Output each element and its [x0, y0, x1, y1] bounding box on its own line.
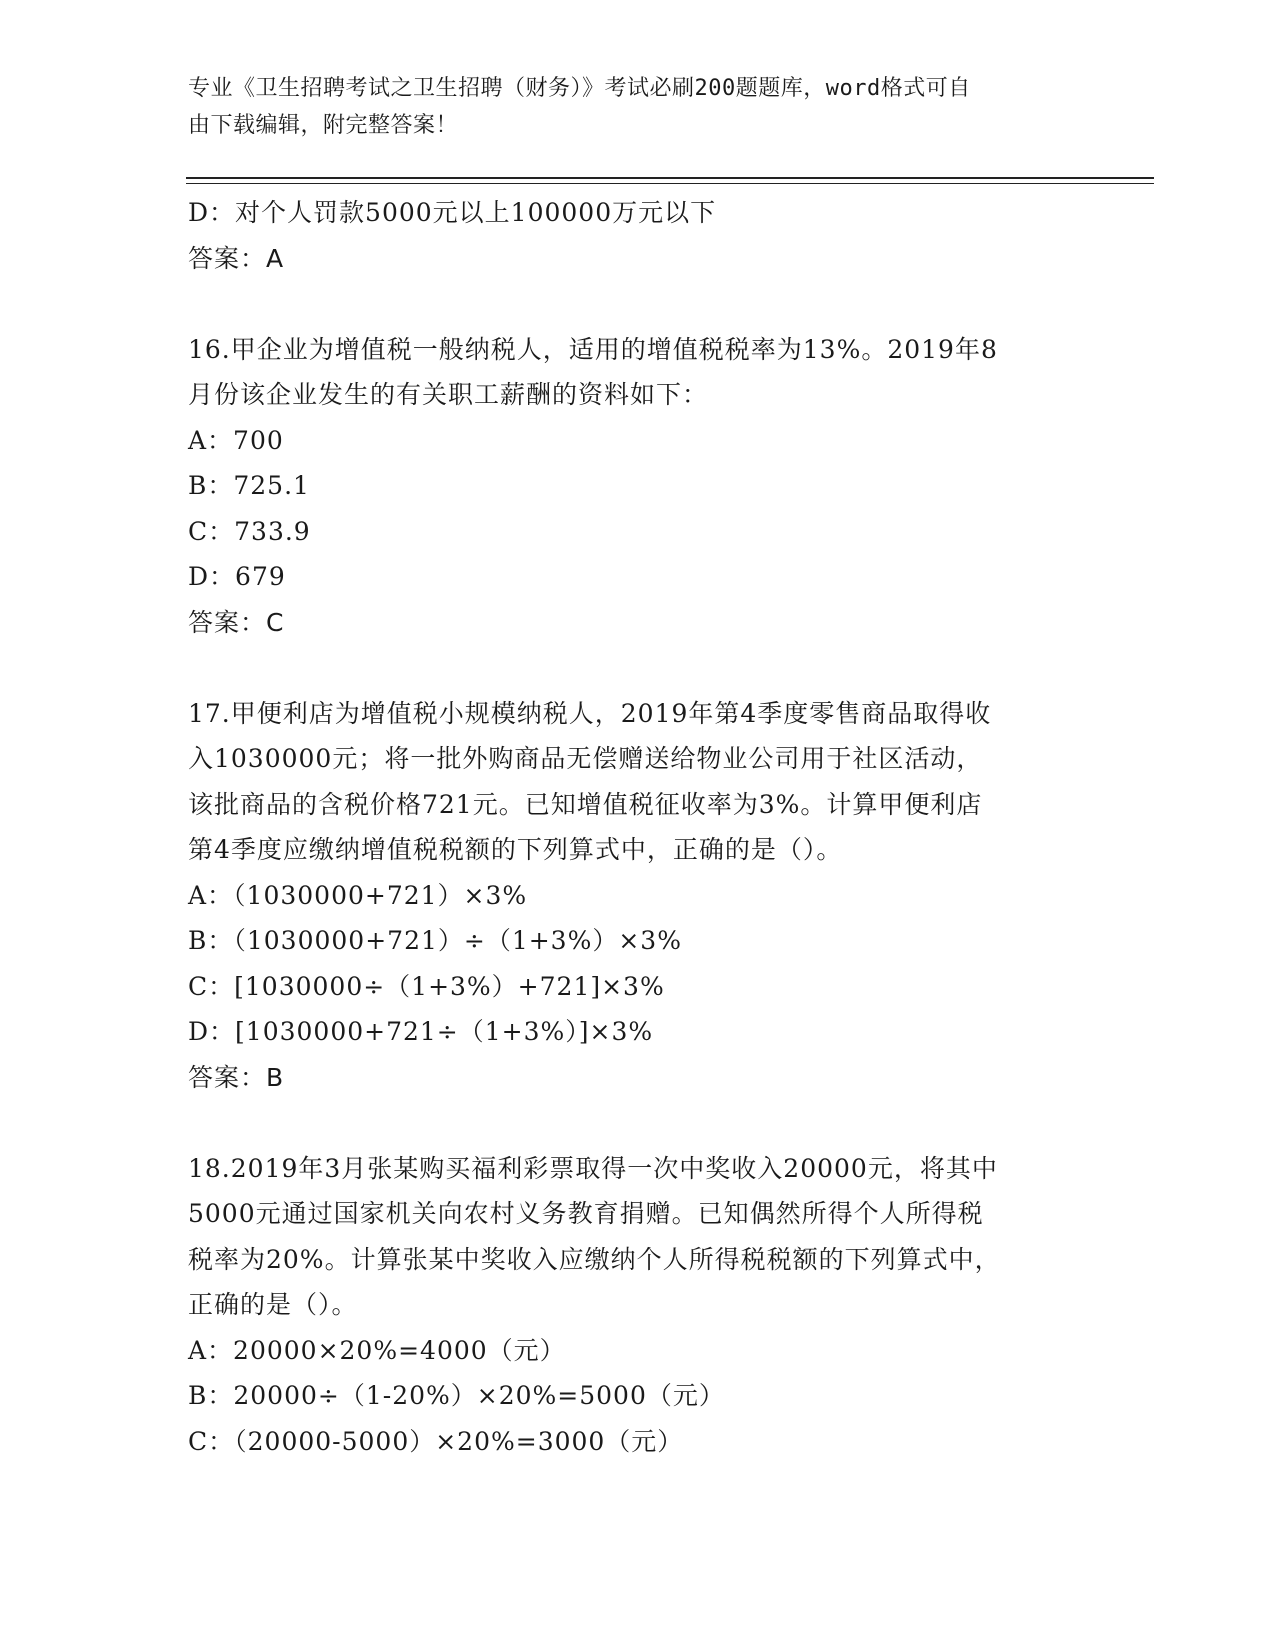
question-stem: 5000元通过国家机关向农村义务教育捐赠。已知偶然所得个人所得税: [188, 1199, 984, 1228]
header-line: 专业《卫生招聘考试之卫生招聘（财务）》考试必刷200题题库，word格式可自: [188, 76, 971, 101]
answer: 答案：C: [188, 607, 285, 637]
answer: 答案：A: [188, 243, 285, 273]
question-stem: 入1030000元；将一批外购商品无偿赠送给物业公司用于社区活动，: [188, 744, 983, 773]
option-a: A：（1030000+721）×3%: [188, 880, 528, 910]
option-d: D：679: [188, 562, 286, 591]
option-a: A：700: [188, 425, 284, 455]
question-stem: 18.2019年3月张某购买福利彩票取得一次中奖收入20000元，将其中: [188, 1153, 998, 1183]
option-c: C：[1030000÷（1+3%）+721]×3%: [188, 971, 665, 1001]
question-stem: 16.甲企业为增值税一般纳税人，适用的增值税税率为13%。2019年8: [188, 334, 998, 364]
document-header: [188, 70, 1068, 144]
header-divider-thin: [186, 183, 1154, 184]
question-stem: 17.甲便利店为增值税小规模纳税人，2019年第4季度零售商品取得收: [188, 698, 992, 728]
spacer: [188, 281, 1088, 327]
question-stem: 月份该企业发生的有关职工薪酬的资料如下：: [188, 380, 709, 409]
option-d: D：对个人罚款5000元以上100000万元以下: [188, 198, 717, 227]
question-stem: 该批商品的含税价格721元。已知增值税征收率为3%。计算甲便利店: [188, 789, 983, 819]
answer: 答案：B: [188, 1062, 285, 1092]
option-b: B：20000÷（1-20%）×20%=5000（元）: [188, 1381, 725, 1410]
option-c: C：（20000-5000）×20%=3000（元）: [188, 1426, 684, 1456]
spacer: [188, 645, 1088, 691]
question-16: [188, 327, 1088, 646]
question-17: [188, 691, 1088, 1101]
option-a: A：20000×20%=4000（元）: [188, 1335, 566, 1365]
spacer: [188, 1100, 1088, 1146]
question-18: [188, 1146, 1088, 1465]
option-d: D：[1030000+721÷（1+3%）]×3%: [188, 1017, 654, 1046]
question-stem: 正确的是（）。: [188, 1290, 358, 1319]
option-b: B：（1030000+721）÷（1+3%）×3%: [188, 926, 682, 955]
option-c: C：733.9: [188, 516, 311, 546]
option-b: B：725.1: [188, 471, 310, 500]
document-body: [188, 190, 1088, 1464]
header-line: 由下载编辑，附完整答案！: [188, 113, 459, 138]
question-stem: 税率为20%。计算张某中奖收入应缴纳个人所得税税额的下列算式中，: [188, 1244, 1001, 1274]
question-stem: 第4季度应缴纳增值税税额的下列算式中，正确的是（）。: [188, 835, 843, 864]
header-divider: [186, 177, 1154, 179]
